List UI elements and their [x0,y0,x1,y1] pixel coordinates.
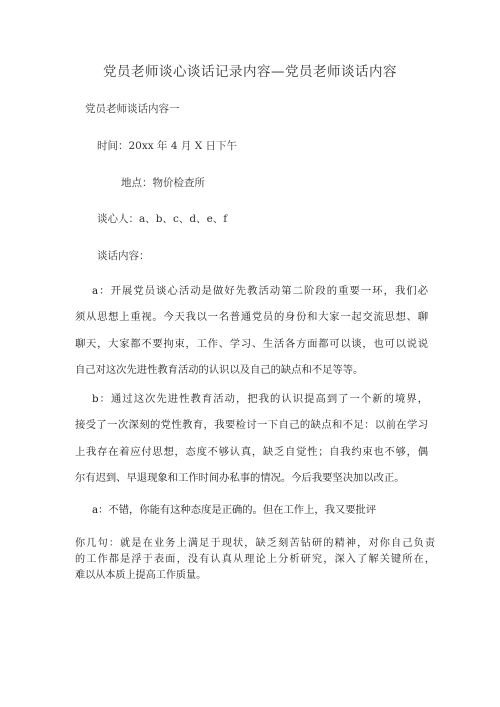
paragraph-b-response [75,386,428,491]
paragraph-a-opening [75,278,428,383]
paragraph-line: 的工作都是浮于表面，没有认真从理论上分析研究，深入了解关键所在， [75,554,435,566]
paragraph-line: 接受了一次深刻的党性教育，我要检讨一下自己的缺点和不足：以前在学习 [75,419,428,432]
meeting-time: 时间：20xx 年 4 月 X 日下午 [97,140,238,152]
meeting-participants: 谈心人：a、b、c、d、e、f [97,213,228,225]
paragraph-line: 上我存在着应付思想，态度不够认真，缺乏自觉性；自我约束也不够，偶 [75,445,428,458]
paragraph-line: 聊天，大家都不要拘束，工作、学习、生活各方面都可以谈，也可以说说 [75,337,428,350]
paragraph-line: 你几句：就是在业务上满足于现状，缺乏刻苦钻研的精神，对你自己负责 [75,538,435,549]
paragraph-line: a：开展党员谈心活动是做好先教活动第二阶段的重要一环，我们必 [92,285,428,297]
paragraph-line: 须从思想上重视。今天我以一名普通党员的身份和大家一起交流思想、聊 [75,311,428,324]
document-title: 党员老师谈心谈话记录内容—党员老师谈话内容 [103,64,397,80]
paragraph-line: 自己对这次先进性教育活动的认识以及自己的缺点和不足等等。 [75,363,364,376]
paragraph-line: 难以从本质上提高工作质量。 [75,570,207,582]
paragraph-a-followup-first-line: a：不错，你能有这种态度是正确的。但在工作上，我又要批评 [92,504,377,516]
section-subtitle: 党员老师谈话内容一 [85,103,180,115]
meeting-place: 地点：物价检查所 [121,177,205,189]
paragraph-a-followup [75,536,435,585]
paragraph-line: b：通过这次先进性教育活动，把我的认识提高到了一个新的境界， [92,393,428,405]
paragraph-line: 尔有迟到、早退现象和工作时间办私事的情况。今后我要坚决加以改正。 [75,471,405,484]
content-label: 谈话内容： [97,250,150,262]
